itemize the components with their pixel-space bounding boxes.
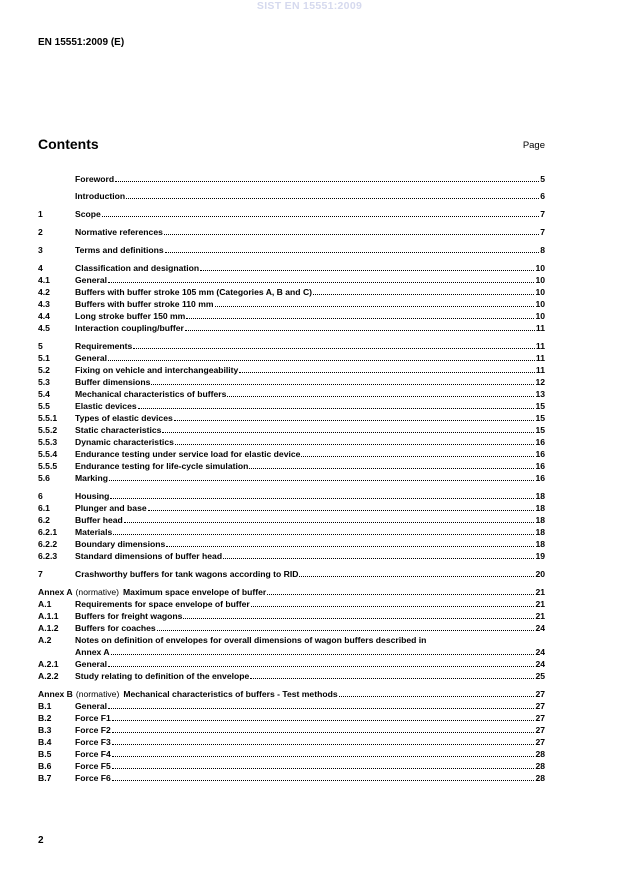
dot-leader (112, 755, 535, 757)
toc-entry-page: 8 (540, 245, 545, 255)
toc-entry-page: 15 (535, 401, 545, 411)
toc-entry[interactable] (38, 747, 545, 759)
dot-leader (185, 329, 535, 331)
toc-entry-page: 10 (535, 287, 545, 297)
toc-entry-page: 24 (535, 659, 545, 669)
toc-entry-title: Study relating to definition of the envelope (75, 671, 250, 681)
toc-entry-page: 19 (535, 551, 545, 561)
toc-entry-number: B.7 (38, 773, 52, 783)
toc-entry-number: 5 (38, 341, 43, 351)
toc-entry-number: B.4 (38, 737, 52, 747)
toc-entry-number: 6 (38, 491, 43, 501)
toc-entry[interactable] (38, 471, 545, 483)
toc-entry[interactable] (38, 399, 545, 411)
toc-entry-page: 24 (535, 623, 545, 633)
toc-entry-title: Scope (75, 209, 101, 219)
toc-entry-page: 10 (535, 299, 545, 309)
toc-entry-page: 11 (535, 323, 545, 333)
toc-entry[interactable] (38, 273, 545, 285)
toc-entry-number: A.1.2 (38, 623, 59, 633)
dot-leader (151, 383, 534, 385)
toc-entry-number: 4.4 (38, 311, 50, 321)
toc-entry[interactable] (38, 435, 545, 447)
dot-leader (239, 371, 535, 373)
toc-entry-title: Standard dimensions of buffer head (75, 551, 223, 561)
dot-leader (109, 479, 534, 481)
dot-leader (267, 593, 534, 595)
toc-entry-page: 16 (535, 461, 545, 471)
dot-leader (250, 677, 534, 679)
dot-leader (164, 233, 539, 235)
toc-entry-title: Buffer head (75, 515, 123, 525)
dot-leader (115, 180, 539, 182)
dot-leader (138, 407, 535, 409)
toc-entry-title: General (75, 659, 108, 669)
annex-type: (normative) (75, 689, 120, 699)
toc-entry-page: 11 (535, 353, 545, 363)
toc-entry-number: 5.1 (38, 353, 50, 363)
toc-entry[interactable] (38, 621, 545, 633)
toc-entry-title: Mechanical characteristics of buffers (75, 389, 227, 399)
toc-entry-number: 5.5.2 (38, 425, 58, 435)
toc-entry-title: Dynamic characteristics (75, 437, 174, 447)
toc-entry-number: A.2.2 (38, 671, 59, 681)
toc-entry-title: Endurance testing under service load for elastic device (75, 449, 301, 459)
toc-entry-title: General (75, 353, 108, 363)
toc-entry-number: 5.3 (38, 377, 50, 387)
toc-entry-title: Housing (75, 491, 110, 501)
toc-entry-number: B.6 (38, 761, 52, 771)
annex-type: (normative) (75, 587, 120, 597)
dot-leader (112, 779, 535, 781)
toc-entry-page: 27 (535, 701, 545, 711)
toc-entry[interactable] (38, 513, 545, 525)
toc-entry-title: Force F1 (75, 713, 111, 723)
toc-entry[interactable] (38, 669, 545, 681)
toc-entry-number: A.1 (38, 599, 52, 609)
toc-entry-number: 6.2.1 (38, 527, 58, 537)
toc-entry-number: 4.2 (38, 287, 50, 297)
toc-entry[interactable] (38, 489, 545, 501)
toc-entry-title: Buffer dimensions (75, 377, 151, 387)
toc-entry-title: Fixing on vehicle and interchangeability (75, 365, 239, 375)
toc-entry-page: 10 (535, 311, 545, 321)
toc-entry-number: 5.5.5 (38, 461, 58, 471)
toc-entry-title: Requirements for space envelope of buffer (75, 599, 250, 609)
toc-entry-title: Maximum space envelope of buffer (123, 587, 267, 597)
toc-entry-page: 18 (535, 503, 545, 513)
toc-entry-number: A.2.1 (38, 659, 59, 669)
toc-entry-number: 5.5.4 (38, 449, 58, 459)
toc-entry-number: 1 (38, 209, 43, 219)
toc-entry-page: 27 (535, 725, 545, 735)
toc-entry[interactable] (38, 657, 545, 669)
toc-entry[interactable] (38, 609, 545, 621)
dot-leader (162, 431, 534, 433)
toc-entry-number: 4 (38, 263, 43, 273)
toc-entry[interactable] (38, 735, 545, 747)
toc-entry-number: A.1.1 (38, 611, 59, 621)
toc-entry[interactable] (38, 585, 545, 597)
annex-label: Annex B (38, 689, 73, 699)
dot-leader (301, 455, 534, 457)
toc-entry[interactable] (38, 525, 545, 537)
toc-entry-title: Requirements (75, 341, 133, 351)
toc-entry-page: 20 (535, 569, 545, 579)
dot-leader (183, 617, 534, 619)
toc-entry[interactable] (38, 172, 545, 184)
dot-leader (227, 395, 534, 397)
toc-entry[interactable] (38, 243, 545, 255)
toc-entry[interactable] (38, 189, 545, 201)
dot-leader (112, 719, 535, 721)
dot-leader (339, 695, 535, 697)
toc-entry-page: 15 (535, 413, 545, 423)
toc-entry-page: 7 (540, 227, 545, 237)
dot-leader (186, 317, 534, 319)
toc-entry[interactable] (38, 321, 545, 333)
toc-entry[interactable] (38, 537, 545, 549)
dot-leader (313, 293, 534, 295)
toc-entry[interactable] (38, 363, 545, 375)
toc-entry-number: B.3 (38, 725, 52, 735)
toc-entry-page: 16 (535, 437, 545, 447)
toc-entry-page: 18 (535, 515, 545, 525)
dot-leader (165, 251, 540, 253)
toc-entry-page: 28 (535, 749, 545, 759)
toc-entry-number: 4.5 (38, 323, 50, 333)
toc-entry-page: 16 (535, 473, 545, 483)
toc-entry-title: Force F2 (75, 725, 111, 735)
dot-leader (113, 533, 534, 535)
toc-entry-number: 5.6 (38, 473, 50, 483)
toc-entry[interactable] (38, 339, 545, 351)
toc-entry[interactable] (38, 633, 545, 645)
toc-entry-title: Classification and designation (75, 263, 200, 273)
toc-entry[interactable] (38, 501, 545, 513)
toc-entry-title: Interaction coupling/buffer (75, 323, 184, 333)
dot-leader (112, 767, 535, 769)
watermark: SIST EN 15551:2009 (256, 0, 363, 12)
toc-entry-title: Long stroke buffer 150 mm (75, 311, 186, 321)
toc-entry-number: A.2 (38, 635, 52, 645)
toc-entry-title: Mechanical characteristics of buffers - Test methods (123, 689, 338, 699)
toc-entry-number: 3 (38, 245, 43, 255)
toc-entry-page: 18 (535, 491, 545, 501)
toc-entry-number: 6.2.3 (38, 551, 58, 561)
annex-label: Annex A (38, 587, 73, 597)
toc-entry-title: Crashworthy buffers for tank wagons according to RID (75, 569, 299, 579)
toc-entry[interactable] (38, 723, 545, 735)
dot-leader (249, 467, 534, 469)
dot-leader (148, 509, 535, 511)
toc-entry-title: Force F5 (75, 761, 111, 771)
dot-leader (157, 629, 535, 631)
toc-entry[interactable] (38, 699, 545, 711)
toc-entry-title: Endurance testing for life-cycle simulation (75, 461, 249, 471)
toc-entry[interactable] (38, 387, 545, 399)
toc-entry-number: 5.4 (38, 389, 50, 399)
dot-leader (299, 575, 534, 577)
toc-entry[interactable] (38, 567, 545, 579)
dot-leader (174, 419, 535, 421)
toc-entry-number: 5.5 (38, 401, 50, 411)
dot-leader (126, 197, 539, 199)
toc-entry[interactable] (38, 771, 545, 783)
dot-leader (133, 347, 535, 349)
dot-leader (108, 665, 534, 667)
toc-entry-number: 5.5.3 (38, 437, 58, 447)
toc-entry-title: Force F4 (75, 749, 111, 759)
toc-entry-title: Terms and definitions (75, 245, 164, 255)
toc-entry-page: 10 (535, 263, 545, 273)
toc-entry-number: B.2 (38, 713, 52, 723)
toc-entry-title: General (75, 275, 108, 285)
toc-entry-number: 5.2 (38, 365, 50, 375)
toc-entry[interactable] (38, 711, 545, 723)
toc-entry-title: Types of elastic devices (75, 413, 173, 423)
toc-entry-title: Buffers for coaches (75, 623, 156, 633)
toc-entry[interactable] (38, 411, 545, 423)
dot-leader (223, 557, 534, 559)
toc-entry-title: Static characteristics (75, 425, 162, 435)
document-id: EN 15551:2009 (E) (38, 37, 125, 48)
toc-entry-number: B.5 (38, 749, 52, 759)
dot-leader (124, 521, 535, 523)
toc-entry-number: 2 (38, 227, 43, 237)
toc-entry-number: 6.1 (38, 503, 50, 513)
toc-entry-title: Foreword (75, 174, 115, 184)
toc-entry-page: 21 (535, 599, 545, 609)
toc-entry-title: Notes on definition of envelopes for overall dimensions of wagon buffers described in (75, 635, 427, 645)
toc-entry-number: 6.2 (38, 515, 50, 525)
toc-entry-title: General (75, 701, 108, 711)
dot-leader (200, 269, 534, 271)
page-number: 2 (38, 835, 44, 846)
toc-entry-page: 5 (540, 174, 545, 184)
dot-leader (108, 359, 535, 361)
dot-leader (112, 731, 535, 733)
table-of-contents (38, 172, 545, 783)
dot-leader (111, 653, 535, 655)
toc-entry-page: 7 (540, 209, 545, 219)
toc-entry[interactable] (38, 375, 545, 387)
dot-leader (110, 497, 534, 499)
toc-entry-title: Normative references (75, 227, 163, 237)
toc-entry[interactable] (38, 297, 545, 309)
toc-entry-number: 7 (38, 569, 43, 579)
dot-leader (108, 707, 534, 709)
dot-leader (251, 605, 535, 607)
toc-entry[interactable] (38, 549, 545, 561)
toc-entry-title-continued: Annex A (75, 647, 110, 657)
toc-entry-number: 6.2.2 (38, 539, 58, 549)
toc-entry-title: Force F3 (75, 737, 111, 747)
dot-leader (175, 443, 535, 445)
toc-entry-page: 18 (535, 539, 545, 549)
toc-entry-page: 10 (535, 275, 545, 285)
toc-entry-number: 5.5.1 (38, 413, 58, 423)
toc-entry-title: Introduction (75, 191, 126, 201)
toc-entry-page: 13 (535, 389, 545, 399)
toc-entry[interactable] (38, 207, 545, 219)
toc-entry[interactable] (38, 261, 545, 273)
toc-entry-page: 21 (535, 611, 545, 621)
toc-entry[interactable] (38, 225, 545, 237)
toc-entry-page: 27 (535, 737, 545, 747)
toc-entry[interactable] (38, 447, 545, 459)
toc-entry-page: 21 (535, 587, 545, 597)
toc-entry[interactable] (38, 759, 545, 771)
toc-entry[interactable] (38, 285, 545, 297)
dot-leader (166, 545, 534, 547)
toc-entry[interactable] (38, 423, 545, 435)
toc-entry-title: Buffers for freight wagons (75, 611, 183, 621)
page-column-label: Page (522, 140, 545, 151)
dot-leader (102, 215, 539, 217)
toc-entry[interactable] (38, 687, 545, 699)
toc-entry-title: Plunger and base (75, 503, 147, 513)
toc-entry-page: 27 (535, 713, 545, 723)
toc-entry-title: Buffers with buffer stroke 110 mm (75, 299, 214, 309)
toc-entry-page: 24 (535, 647, 545, 657)
dot-leader (112, 743, 535, 745)
toc-entry-page: 16 (535, 449, 545, 459)
toc-entry-number: 4.3 (38, 299, 50, 309)
toc-entry-continuation[interactable] (38, 645, 545, 657)
toc-entry-page: 18 (535, 527, 545, 537)
dot-leader (108, 281, 534, 283)
toc-entry[interactable] (38, 459, 545, 471)
toc-entry-title: Elastic devices (75, 401, 137, 411)
toc-entry-page: 28 (535, 761, 545, 771)
toc-entry-title: Force F6 (75, 773, 111, 783)
toc-entry[interactable] (38, 351, 545, 363)
toc-entry-page: 6 (540, 191, 545, 201)
toc-entry-page: 12 (535, 377, 545, 387)
toc-entry-page: 27 (535, 689, 545, 699)
toc-entry-number: B.1 (38, 701, 52, 711)
toc-entry-title: Buffers with buffer stroke 105 mm (Categories A, B and C) (75, 287, 313, 297)
toc-entry-page: 15 (535, 425, 545, 435)
toc-entry[interactable] (38, 597, 545, 609)
toc-entry-page: 11 (535, 365, 545, 375)
toc-entry-page: 25 (535, 671, 545, 681)
page-title: Contents (38, 136, 99, 152)
toc-entry-title: Materials (75, 527, 113, 537)
toc-entry-page: 28 (535, 773, 545, 783)
toc-entry-page: 11 (535, 341, 545, 351)
toc-entry[interactable] (38, 309, 545, 321)
toc-entry-number: 4.1 (38, 275, 50, 285)
toc-entry-title: Marking (75, 473, 108, 483)
toc-entry-title: Boundary dimensions (75, 539, 166, 549)
dot-leader (215, 305, 535, 307)
